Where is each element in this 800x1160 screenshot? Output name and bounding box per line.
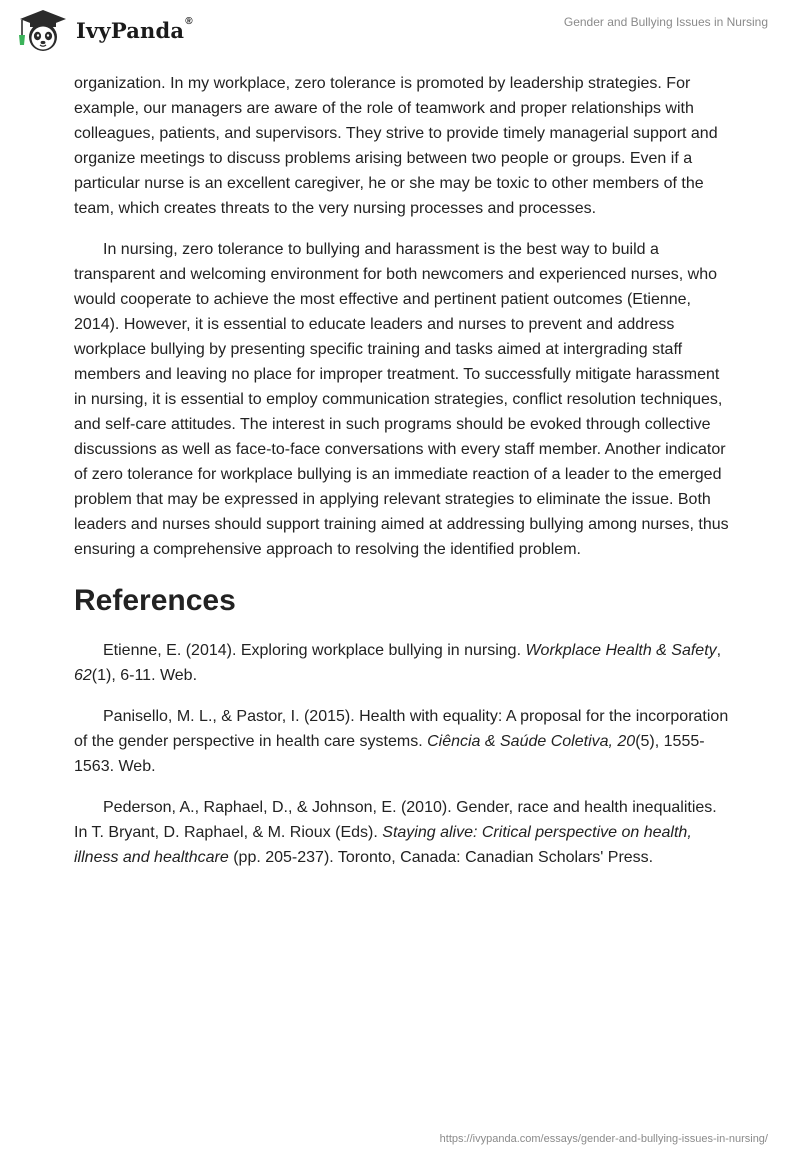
reference-book-title: Staying alive: Critical perspective on health, illness and healthcare (74, 824, 692, 866)
panda-graduation-cap-icon (16, 8, 70, 52)
document-title: Gender and Bullying Issues in Nursing (563, 15, 768, 29)
reference-item-2: Panisello, M. L., & Pastor, I. (2015). Health with equality: A proposal for the incorporation of the gender perspective in health care systems. Ciência & Saúde Coletiva, 20(5), 1555-1563. Web. (74, 708, 729, 775)
ivypanda-logo[interactable] (16, 8, 193, 52)
reference-journal: Workplace Health & Safety (525, 642, 717, 659)
essay-content (74, 71, 734, 886)
reference-item-3: Pederson, A., Raphael, D., & Johnson, E. (2010). Gender, race and health inequalities. In T. Bryant, D. Raphael, & M. Rioux (Eds). Staying alive: Critical perspective on health, illness and healthcare (pp. 205-237). Toronto, Canada: Canadian Scholars' Press. (74, 799, 717, 866)
references-heading: References (74, 584, 236, 617)
reference-item-1: Etienne, E. (2014). Exploring workplace bullying in nursing. Workplace Health & Safety, 62(1), 6-11. Web. (74, 642, 722, 684)
body-paragraph-1: organization. In my workplace, zero tolerance is promoted by leadership strategies. For example, our managers are aware of the role of teamwork and proper relationships with colleagues, patients, and supervisors. They strive to provide timely managerial support and organize meetings to discuss problems arising between two people or groups. Even if a particular nurse is an excellent caregiver, he or she may be toxic to other members of the team, which creates threats to the very nursing processes and processes. (74, 75, 718, 217)
logo-wordmark: IvyPanda® (76, 15, 193, 43)
reference-journal: Ciência & Saúde Coletiva, 20 (427, 733, 636, 750)
reference-volume: 62 (74, 667, 92, 684)
body-paragraph-2: In nursing, zero tolerance to bullying and harassment is the best way to build a transparent and welcoming environment for both newcomers and experienced nurses, who would cooperate to achieve the most effective and pertinent patient outcomes (Etienne, 2014). However, it is essential to educate leaders and nurses to prevent and address workplace bullying by presenting specific training and tasks aimed at intergrading staff members and leaving no place for improper treatment. To successfully mitigate harassment in nursing, it is essential to employ communication strategies, conflict resolution techniques, and self-care attitudes. The interest in such programs should be evoked through collective discussions as well as face-to-face conversations with every staff member. Another indicator of zero tolerance for workplace bullying is an immediate reaction of a leader to the emerged problem that may be expressed in applying relevant strategies to eliminate the issue. Both leaders and nurses should support training aimed at addressing bullying among nurses, thus ensuring a comprehensive approach to resolving the identified problem. (74, 241, 729, 558)
page-header (0, 0, 800, 60)
footer-source-url[interactable]: https://ivypanda.com/essays/gender-and-bullying-issues-in-nursing/ (439, 1133, 768, 1145)
